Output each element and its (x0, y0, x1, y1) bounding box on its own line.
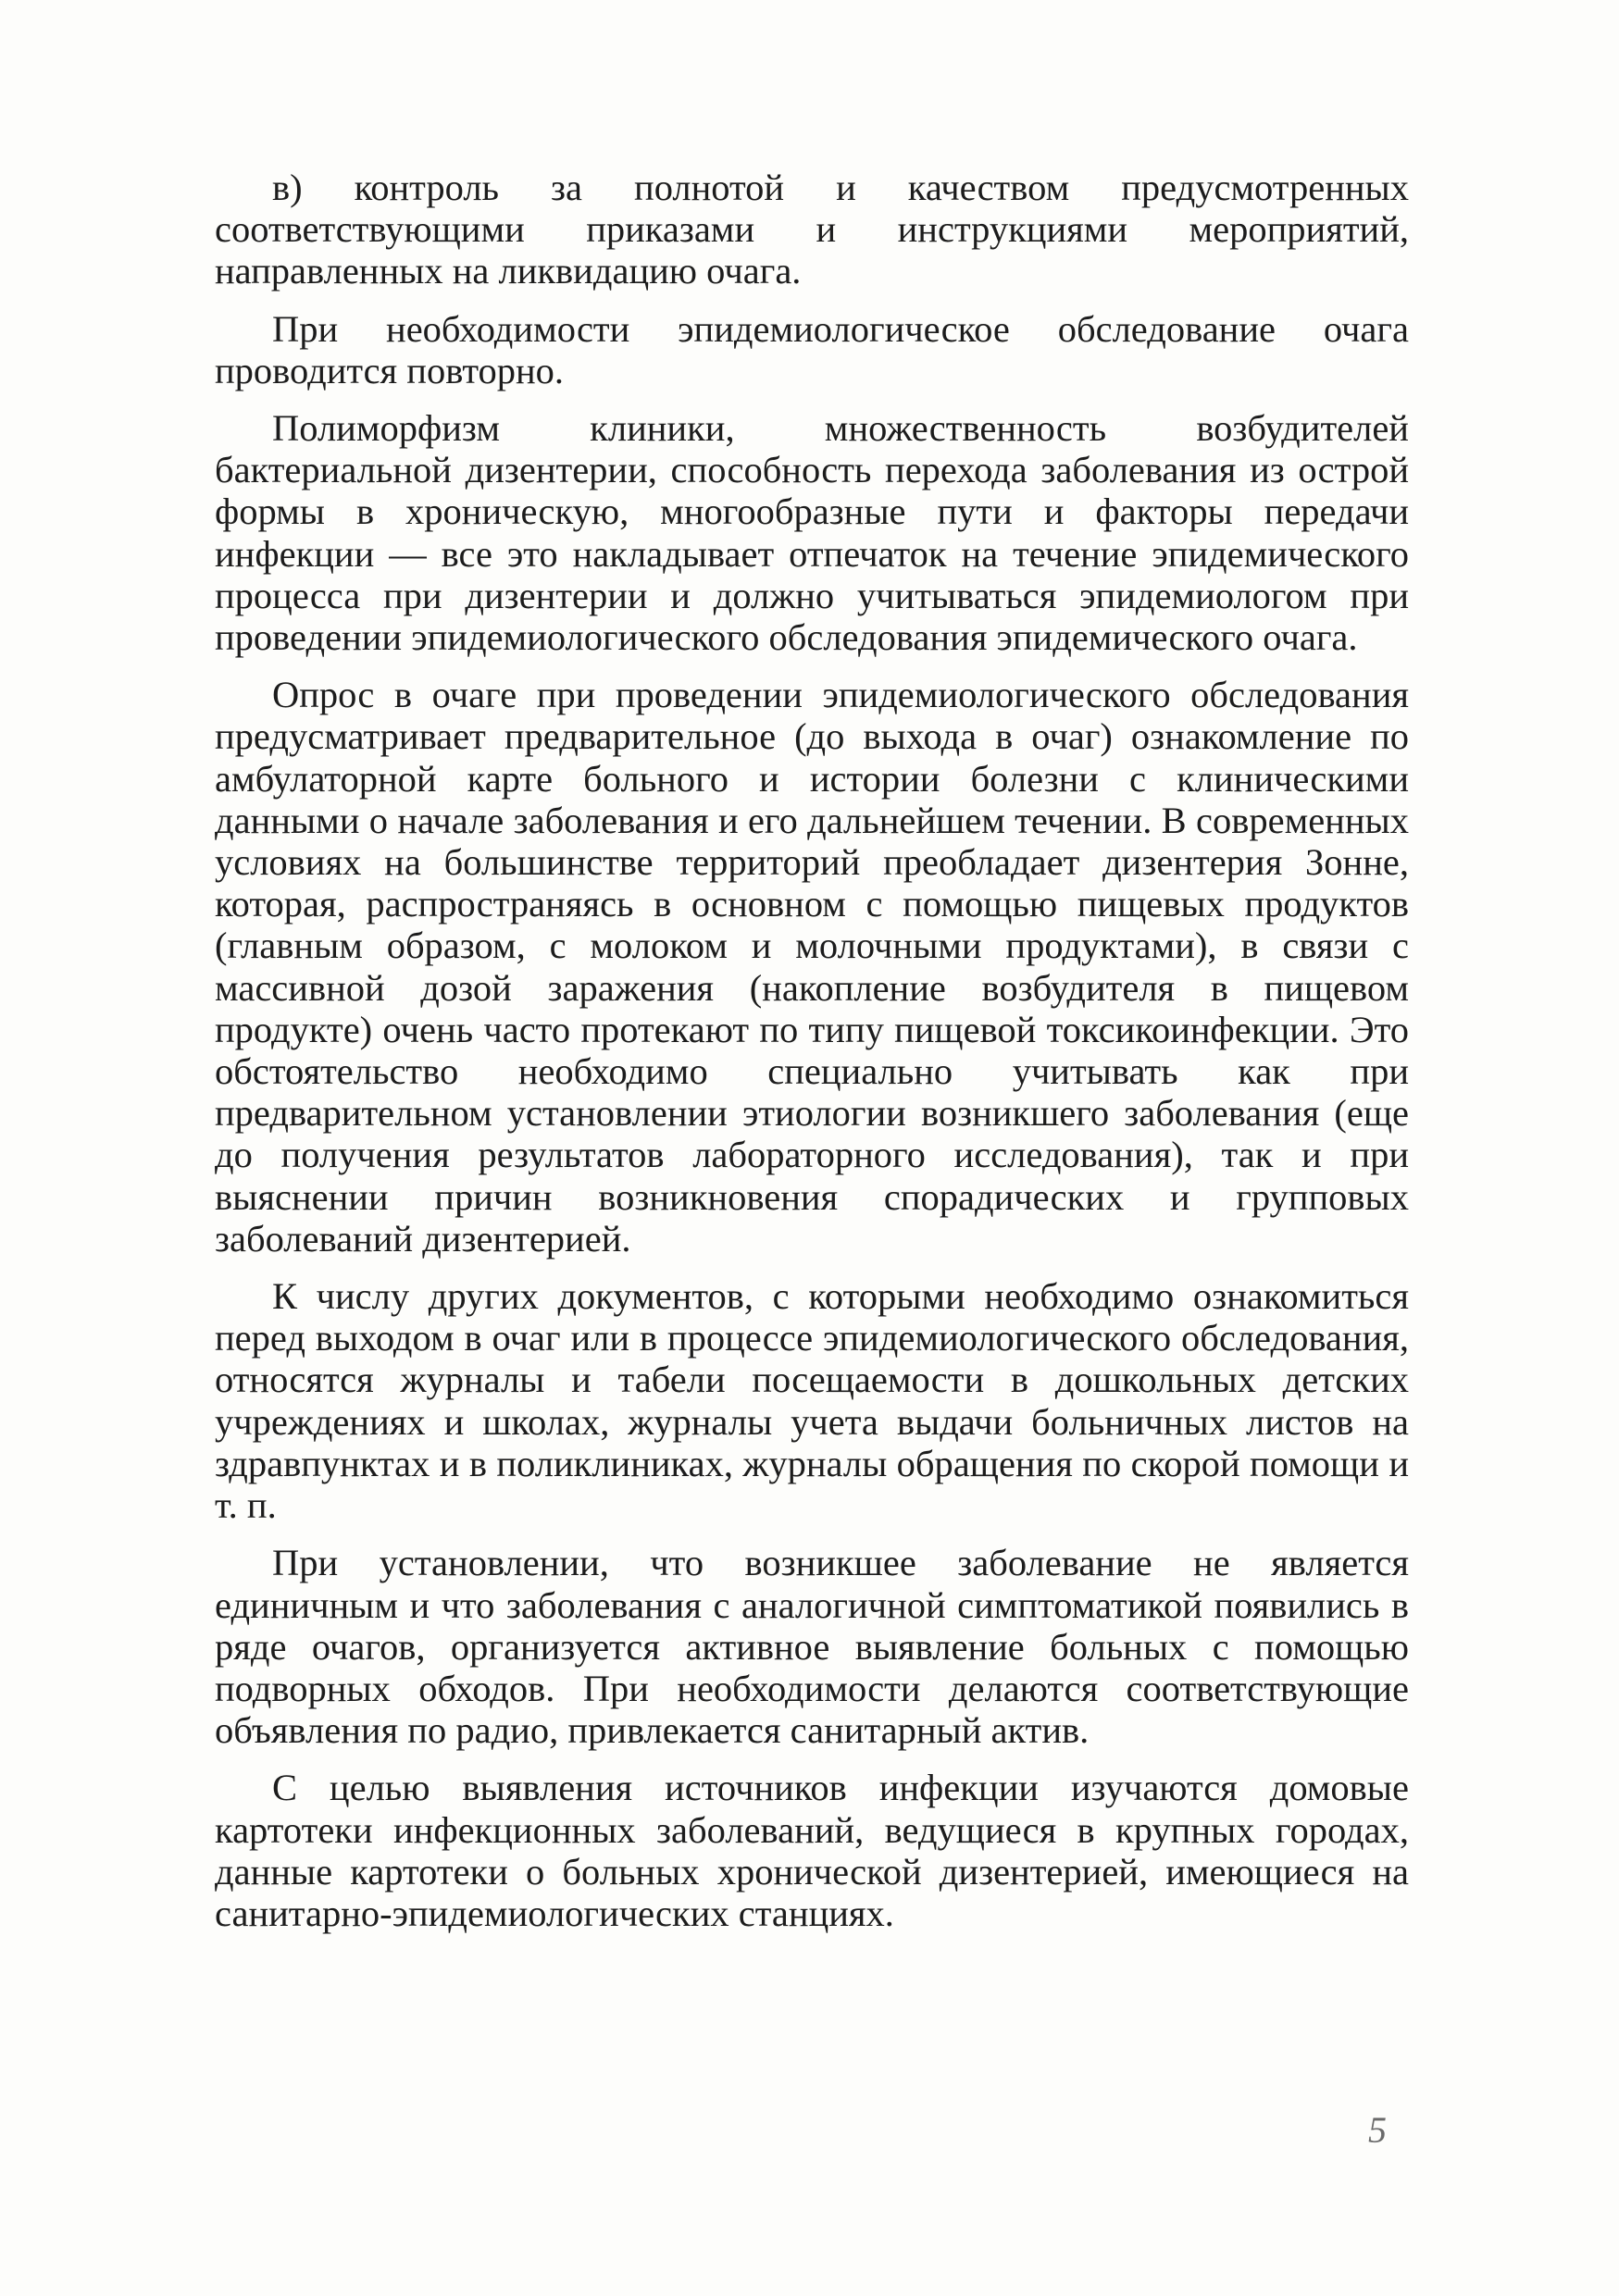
paragraph-4: Опрос в очаге при проведении эпидемиологического обследования предусматривает предварительное (до выхода в очаг) ознакомление по амбулаторной карте больного и истории болезни с клиническими данными о начале заболевания и его дальнейшем течении. В современных условиях на большинстве территорий преобладает дизентерия Зонне, которая, распространяясь в основном с помощью пищевых продуктов (главным образом, с молоком и молочными продуктами), в связи с массивной дозой заражения (накопление возбудителя в пищевом продукте) очень часто протекают по типу пищевой токсикоинфекции. Это обстоятельство необходимо специально учитывать как при предварительном установлении этиологии возникшего заболевания (еще до получения результатов лабораторного исследования), так и при выяснении причин возникновения спорадических и групповых заболеваний дизентерией. (215, 674, 1409, 1260)
paragraph-5: К числу других документов, с которыми необходимо ознакомиться перед выходом в очаг или в процессе эпидемиологического обследования, относятся журналы и табели посещаемости в дошкольных детских учреждениях и школах, журналы учета выдачи больничных листов на здравпунктах и в поликлиниках, журналы обращения по скорой помощи и т. п. (215, 1275, 1409, 1527)
paragraph-3: Полиморфизм клиники, множественность возбудителей бактериальной дизентерии, способность перехода заболевания из острой формы в хроническую, многообразные пути и факторы передачи инфекции — все это накладывает отпечаток на течение эпидемического процесса при дизентерии и должно учитываться эпидемиологом при проведении эпидемиологического обследования эпидемического очага. (215, 407, 1409, 659)
paragraph-2: При необходимости эпидемиологическое обследование очага проводится повторно. (215, 307, 1409, 391)
paragraph-6: При установлении, что возникшее заболевание не является единичным и что заболевания с аналогичной симптоматикой появились в ряде очагов, организуется активное выявление больных с помощью подворных обходов. При необходимости делаются соответствующие объявления по радио, привлекается санитарный актив. (215, 1542, 1409, 1752)
paragraph-7: С целью выявления источников инфекции изучаются домовые картотеки инфекционных заболеваний, ведущиеся в крупных городах, данные картотеки о больных хронической дизентерией, имеющиеся на санитарно-эпидемиологических станциях. (215, 1767, 1409, 1934)
document-body (215, 167, 1409, 1950)
page-number: 5 (1368, 2109, 1387, 2151)
paragraph-1: в) контроль за полнотой и качеством предусмотренных соответствующими приказами и инструкциями мероприятий, направленных на ликвидацию очага. (215, 167, 1409, 292)
